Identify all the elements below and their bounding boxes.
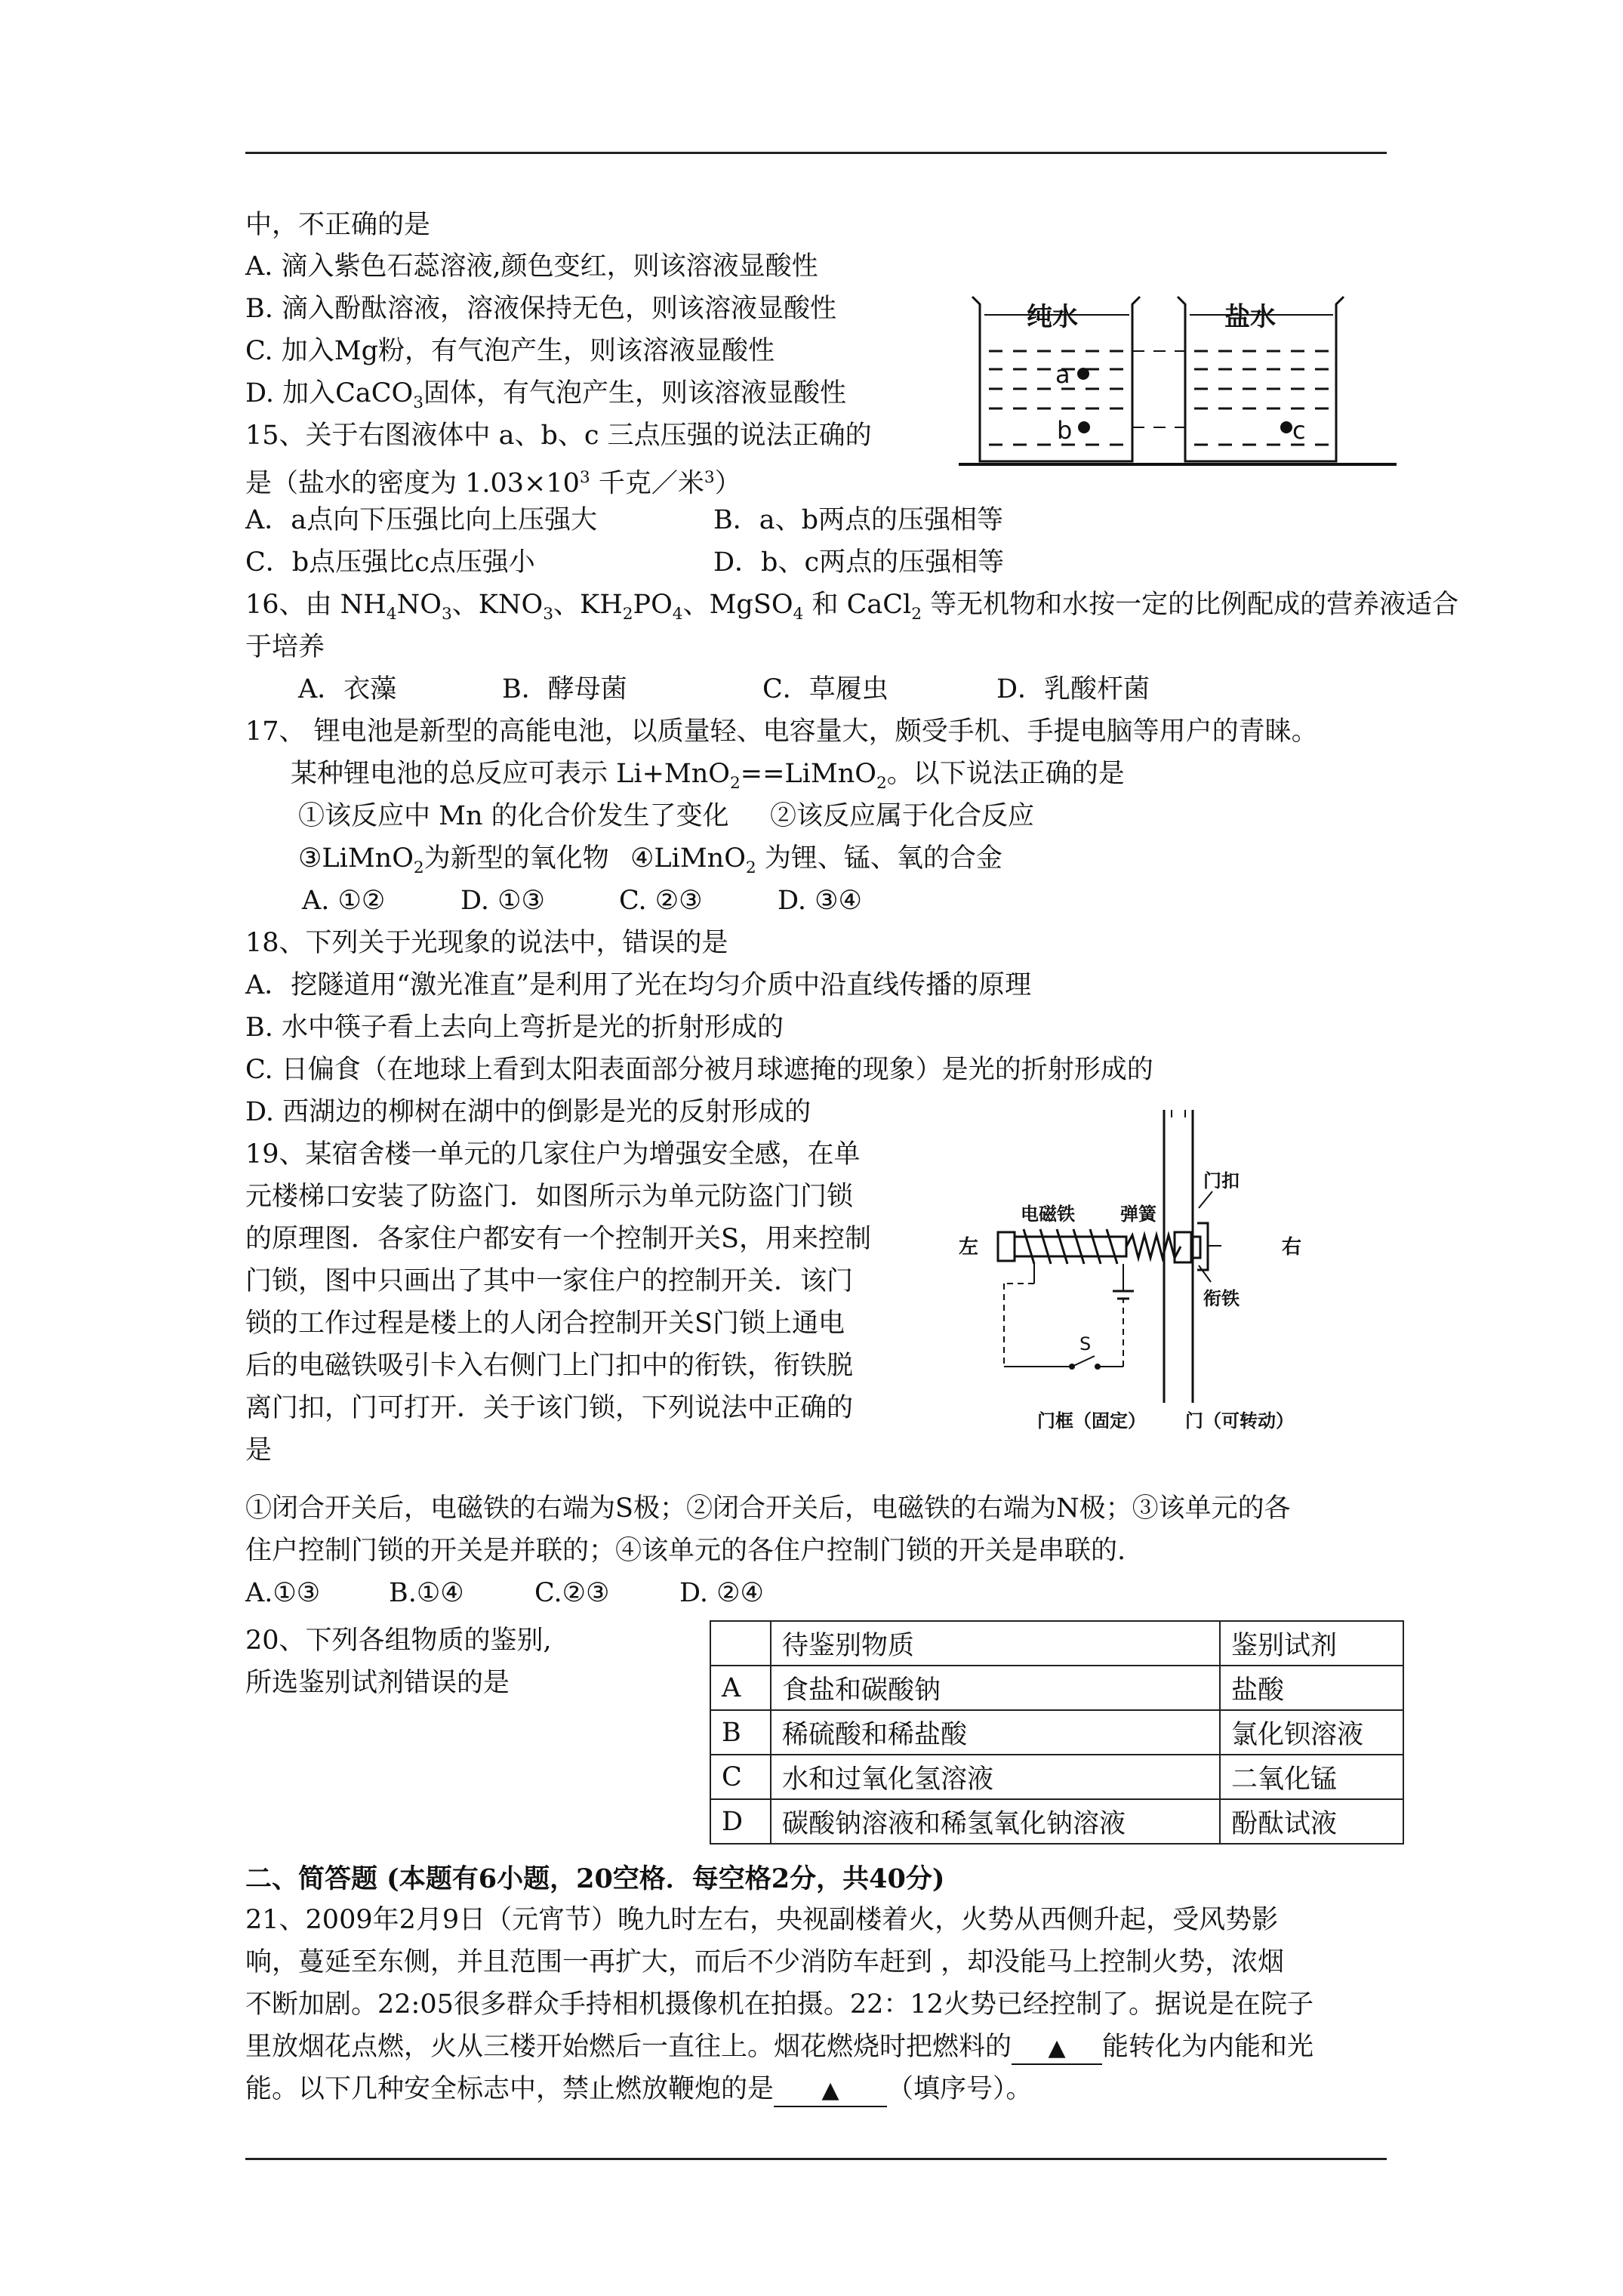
table-row [710,1710,1403,1755]
answer-blank-1[interactable]: ▲ [1012,2032,1102,2065]
q20-stem-line1: 20、下列各组物质的鉴别, [245,1626,552,1656]
table-cell: C [710,1755,771,1799]
point-a-dot [1077,368,1089,380]
q19-option-a: A.①③ [245,1578,321,1608]
table-header-cell: 鉴别试剂 [1220,1621,1403,1666]
table-cell: 稀硫酸和稀盐酸 [771,1710,1220,1755]
table-cell: 食盐和碳酸钠 [771,1666,1220,1710]
q15-option-c: C．b点压强比c点压强小 [245,547,535,578]
right-label: 右 [1282,1236,1302,1259]
q15-option-a: A．a点向下压强比向上压强大 [245,505,598,535]
switch-label: S [1079,1333,1092,1354]
q14-option-c: C. 加入Mg粉，有气泡产生，则该溶液显酸性 [245,336,775,366]
q19-stem-line1: 19、某宿舍楼一单元的几家住户为增强安全感，在单 [245,1139,861,1170]
table-header-cell: 待鉴别物质 [771,1621,1220,1666]
table-cell: B [710,1710,771,1755]
q18-option-c: C. 日偏食（在地球上看到太阳表面部分被月球遮掩的现象）是光的折射形成的 [245,1055,1153,1085]
left-label: 左 [959,1236,979,1259]
q15-option-d: D．b、c两点的压强相等 [713,547,1005,578]
identification-table [710,1620,1404,1845]
q19-stem-line5: 锁的工作过程是楼上的人闭合控制开关S门锁上通电 [245,1308,845,1339]
q19-statements-line2: 住户控制门锁的开关是并联的；④该单元的各住户控制门锁的开关是串联的. [245,1536,1126,1566]
q19-option-d: D. ②④ [679,1578,764,1608]
q16-stem-line2: 于培养 [245,632,325,662]
section-2-title: 二、简答题 (本题有6小题，20空格．每空格2分，共40分) [245,1863,945,1894]
armature-label: 衔铁 [1203,1288,1240,1309]
q18-option-d: D. 西湖边的柳树在湖中的倒影是光的反射形成的 [245,1097,812,1127]
spring-label: 弹簧 [1120,1203,1156,1225]
door-lock-figure [959,1110,1321,1442]
q14-option-a: A. 滴入紫色石蕊溶液,颜色变红，则该溶液显酸性 [245,251,818,282]
q17-option-d2: D. ③④ [778,886,862,916]
table-cell: 二氧化锰 [1220,1755,1403,1799]
q21-line5: 能。以下几种安全标志中，禁止燃放鞭炮的是 ▲ （填序号）。 [245,2072,1033,2107]
q18-option-b: B. 水中筷子看上去向上弯折是光的折射形成的 [245,1012,784,1043]
q14-stem-end: 中，不正确的是 [245,210,431,240]
salt-water-label: 盐水 [1224,302,1276,332]
q17-statement-1: ①该反应中 Mn 的化合价发生了变化 [298,801,729,831]
q16-stem-line1: 16、由 $NH_4NO_3$、$KNO_3$、$KH_2PO_4$、MgSO$_4$ 和 CaCl$_2$ 等无机物和水按一定的比例配成的营养液适合 [245,590,1459,624]
q19-stem-line2: 元楼梯口安装了防盗门．如图所示为单元防盗门门锁 [245,1182,854,1212]
q17-stem-line1: 17、 锂电池是新型的高能电池，以质量轻、电容量大，颇受手机、手提电脑等用户的青睐。 [245,717,1318,747]
point-c-label: c [1292,416,1306,445]
q15-stem-line2: 是（盐水的密度为 $1.03\times 10^3$ 千克／米$^3$） [245,468,741,499]
q19-option-b: B.①④ [389,1578,464,1608]
q18-option-a: A．挖隧道用“激光准直”是利用了光在均匀介质中沿直线传播的原理 [245,970,1032,1000]
beaker-figure [959,283,1412,472]
point-c-dot [1280,421,1292,433]
q17-option-c: C. ②③ [619,886,703,916]
point-a-label: a [1055,360,1070,389]
q19-stem-line4: 门锁，图中只画出了其中一家住户的控制开关．该门 [245,1266,854,1296]
q19-stem-line7: 离门扣，门可打开．关于该门锁，下列说法中正确的 [245,1393,854,1423]
table-row [710,1799,1403,1844]
q16-option-a: A．衣藻 [298,674,397,704]
q18-stem: 18、下列关于光现象的说法中，错误的是 [245,928,728,958]
pure-water-label: 纯水 [1027,302,1078,332]
table-cell: D [710,1799,771,1844]
table-cell: 酚酞试液 [1220,1799,1403,1844]
q17-stem-line2: 某种锂电池的总反应可表示 Li+MnO$_2$==LiMnO$_2$。以下说法正确的是 [291,759,1125,793]
q21-line3: 不断加剧。22:05很多群众手持相机摄像机在拍摄。22：12火势已经控制了。据说是在院子 [245,1989,1313,2020]
latch-label: 门扣 [1203,1170,1240,1191]
table-row [710,1666,1403,1710]
q19-stem-line8: 是 [245,1435,273,1465]
top-rule [245,152,1387,154]
point-b-label: b [1057,416,1073,445]
q19-stem-line3: 的原理图．各家住户都安有一个控制开关S，用来控制 [245,1224,871,1254]
q16-option-d: D．乳酸杆菌 [996,674,1150,704]
q15-option-b: B．a、b两点的压强相等 [713,505,1003,535]
q17-statement-4: ④LiMnO$_2$ 为锂、锰、氧的合金 [630,843,1002,877]
q14-option-d: D. 加入CaCO$_3$固体，有气泡产生，则该溶液显酸性 [245,378,847,412]
q20-stem-line2: 所选鉴别试剂错误的是 [245,1668,510,1698]
table-row [710,1755,1403,1799]
table-cell: 碳酸钠溶液和稀氢氧化钠溶液 [771,1799,1220,1844]
table-cell: 水和过氧化氢溶液 [771,1755,1220,1799]
q19-option-c: C.②③ [534,1578,610,1608]
q21-line2: 响，蔓延至东侧，并且范围一再扩大，而后不少消防车赶到 ，却没能马上控制火势，浓烟 [245,1947,1285,1977]
electromagnet-label: 电磁铁 [1021,1203,1075,1225]
table-header-cell [710,1621,771,1666]
frame-label: 门框（固定） [1037,1410,1146,1432]
table-cell: 氯化钡溶液 [1220,1710,1403,1755]
answer-blank-2[interactable]: ▲ [774,2074,887,2107]
q21-line1: 21、2009年2月9日（元宵节）晚九时左右，央视副楼着火，火势从西侧升起，受风势影 [245,1905,1279,1935]
door-label: 门（可转动） [1185,1410,1294,1432]
q17-statement-3: ③LiMnO$_2$为新型的氧化物 [298,843,609,877]
q14-option-b: B. 滴入酚酞溶液，溶液保持无色，则该溶液显酸性 [245,294,836,324]
bottom-rule [245,2158,1387,2160]
q17-option-a: A. ①② [302,886,386,916]
q21-line4: 里放烟花点燃，火从三楼开始燃后一直往上。烟花燃烧时把燃料的 ▲ 能转化为内能和光 [245,2029,1313,2065]
q19-statements-line1: ①闭合开关后，电磁铁的右端为S极；②闭合开关后，电磁铁的右端为N极；③该单元的各 [245,1493,1291,1524]
q19-stem-line6: 后的电磁铁吸引卡入右侧门上门扣中的衔铁，衔铁脱 [245,1351,854,1381]
q15-stem-line1: 15、关于右图液体中 a、b、c 三点压强的说法正确的 [245,421,872,451]
table-header-row [710,1621,1403,1666]
table-cell: A [710,1666,771,1710]
table-cell: 盐酸 [1220,1666,1403,1710]
q16-option-b: B．酵母菌 [502,674,627,704]
q16-option-c: C．草履虫 [762,674,888,704]
q17-statement-2: ②该反应属于化合反应 [770,801,1035,831]
q17-option-d1: D. ①③ [460,886,545,916]
point-b-dot [1078,421,1090,433]
